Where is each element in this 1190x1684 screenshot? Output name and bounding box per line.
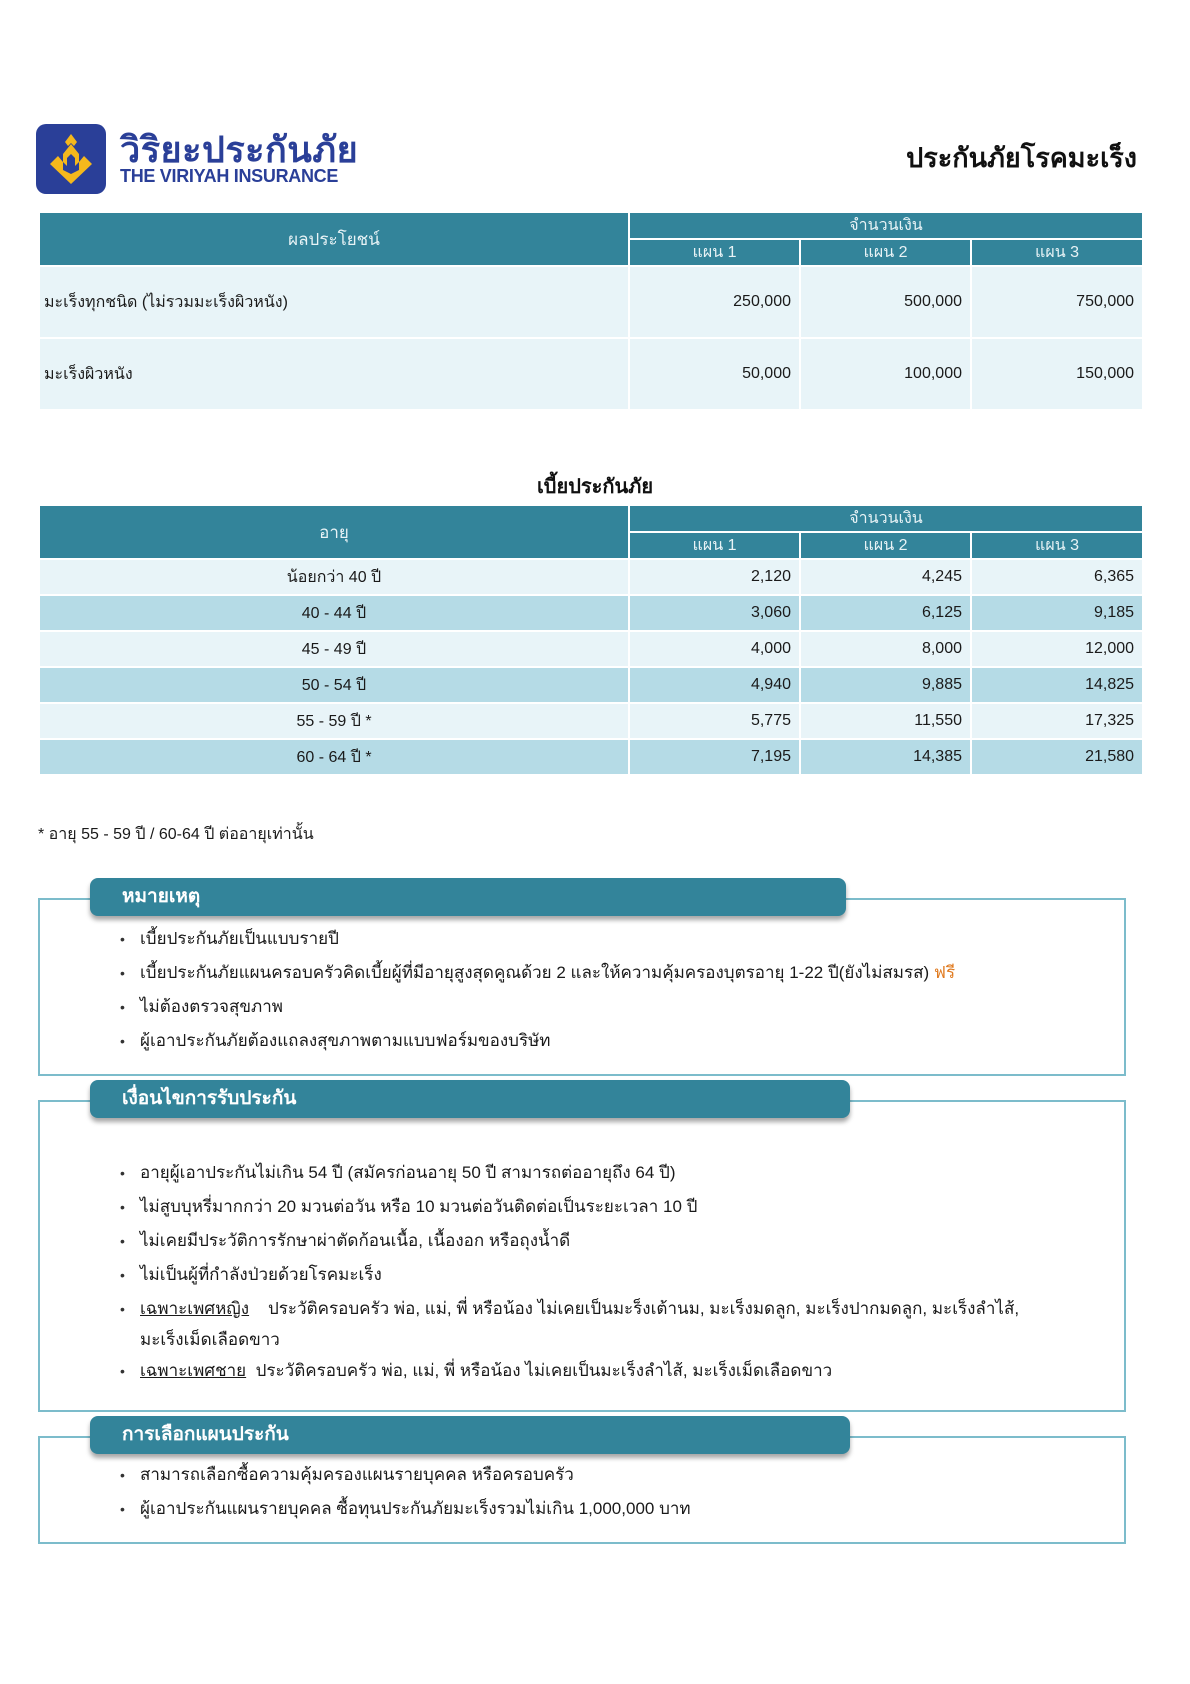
list-item: • ไม่เป็นผู้ที่กำลังป่วยด้วยโรคมะเร็ง: [120, 1258, 1019, 1292]
premium-value: 6,365: [971, 559, 1143, 595]
list-item: • ไม่เคยมีประวัติการรักษาผ่าตัดก้อนเนื้อ, เนื้องอก หรือถุงน้ำดี: [120, 1224, 1019, 1258]
plan-selection-title: การเลือกแผนประกัน: [90, 1416, 850, 1454]
table-row: [39, 559, 1143, 595]
plan-1-header: แผน 1: [629, 532, 800, 559]
premium-value: 14,825: [971, 667, 1143, 703]
premium-value: 14,385: [800, 739, 971, 775]
amount-column-header: จำนวนเงิน: [629, 212, 1143, 239]
benefit-value: 50,000: [629, 338, 800, 410]
conditions-list: [120, 1156, 1019, 1388]
premium-value: 12,000: [971, 631, 1143, 667]
premium-value: 4,940: [629, 667, 800, 703]
free-badge: ฟรี: [933, 963, 956, 982]
premium-value: 4,245: [800, 559, 971, 595]
age-range: 45 - 49 ปี: [39, 631, 629, 667]
conditions-title: เงื่อนไขการรับประกัน: [90, 1080, 850, 1118]
list-item: • ผู้เอาประกันแผนรายบุคคล ซื้อทุนประกันภัยมะเร็งรวมไม่เกิน 1,000,000 บาท: [120, 1492, 691, 1526]
benefit-label: มะเร็งทุกชนิด (ไม่รวมมะเร็งผิวหนัง): [39, 266, 629, 338]
premium-value: 8,000: [800, 631, 971, 667]
plan-3-header: แผน 3: [971, 239, 1143, 266]
premium-value: 11,550: [800, 703, 971, 739]
benefit-label: มะเร็งผิวหนัง: [39, 338, 629, 410]
premium-table: [38, 504, 1144, 776]
viriyah-emblem-icon: [36, 124, 106, 194]
table-row: [39, 667, 1143, 703]
benefit-value: 250,000: [629, 266, 800, 338]
premium-value: 4,000: [629, 631, 800, 667]
age-range: 55 - 59 ปี *: [39, 703, 629, 739]
table-row: [39, 631, 1143, 667]
list-item: • เบี้ยประกันภัยเป็นแบบรายปี: [120, 922, 955, 956]
plan-1-header: แผน 1: [629, 239, 800, 266]
male-only-label: เฉพาะเพศชาย: [140, 1361, 247, 1380]
table-row: [39, 595, 1143, 631]
age-range: 50 - 54 ปี: [39, 667, 629, 703]
age-range: 60 - 64 ปี *: [39, 739, 629, 775]
table-row: [39, 739, 1143, 775]
plan-2-header: แผน 2: [800, 532, 971, 559]
benefit-column-header: ผลประโยชน์: [39, 212, 629, 266]
plan-2-header: แผน 2: [800, 239, 971, 266]
table-row: [39, 266, 1143, 338]
premium-value: 17,325: [971, 703, 1143, 739]
list-item: • ผู้เอาประกันภัยต้องแถลงสุขภาพตามแบบฟอร์มของบริษัท: [120, 1024, 955, 1058]
company-logo: [36, 124, 358, 194]
premium-value: 9,885: [800, 667, 971, 703]
list-item: • เบี้ยประกันภัยแผนครอบครัวคิดเบี้ยผู้ที่มีอายุสูงสุดคูณด้วย 2 และให้ความคุ้มครองบุตรอายุ 1-22 ปี(ยังไม่สมรส) ฟรี: [120, 956, 955, 990]
plan-selection-list: [120, 1458, 691, 1526]
document-title: ประกันภัยโรคมะเร็ง: [906, 143, 1137, 173]
age-range: น้อยกว่า 40 ปี: [39, 559, 629, 595]
age-range: 40 - 44 ปี: [39, 595, 629, 631]
list-item: • สามารถเลือกซื้อความคุ้มครองแผนรายบุคคล หรือครอบครัว: [120, 1458, 691, 1492]
premium-heading: เบี้ยประกันภัย: [536, 476, 654, 498]
benefit-value: 100,000: [800, 338, 971, 410]
notes-title: หมายเหตุ: [90, 878, 846, 916]
benefit-table: [38, 211, 1144, 411]
list-item: • อายุผู้เอาประกันไม่เกิน 54 ปี (สมัครก่อนอายุ 50 ปี สามารถต่ออายุถึง 64 ปี): [120, 1156, 1019, 1190]
premium-value: 9,185: [971, 595, 1143, 631]
premium-value: 7,195: [629, 739, 800, 775]
list-item: • ไม่สูบบุหรี่มากกว่า 20 มวนต่อวัน หรือ 10 มวนต่อวันติดต่อเป็นระยะเวลา 10 ปี: [120, 1190, 1019, 1224]
benefit-value: 150,000: [971, 338, 1143, 410]
table-row: [39, 338, 1143, 410]
premium-value: 21,580: [971, 739, 1143, 775]
logo-thai-text: วิริยะประกันภัย: [120, 129, 359, 170]
benefit-value: 750,000: [971, 266, 1143, 338]
premium-value: 5,775: [629, 703, 800, 739]
age-column-header: อายุ: [39, 505, 629, 559]
list-item: • เฉพาะเพศชาย ประวัติครอบครัว พ่อ, แม่, พี่ หรือน้อง ไม่เคยเป็นมะเร็งลำไส้, มะเร็งเม็ดเลือดขาว: [120, 1354, 1019, 1388]
table-row: [39, 703, 1143, 739]
premium-value: 2,120: [629, 559, 800, 595]
list-item: • เฉพาะเพศหญิง ประวัติครอบครัว พ่อ, แม่, พี่ หรือน้อง ไม่เคยเป็นมะร็งเต้านม, มะเร็งมดลูก, มะเร็งปากมดลูก, มะเร็งลำไส้, มะเร็งเม็ดเลือดขาว: [120, 1292, 1019, 1354]
amount-column-header: จำนวนเงิน: [629, 505, 1143, 532]
list-item: • ไม่ต้องตรวจสุขภาพ: [120, 990, 955, 1024]
premium-value: 3,060: [629, 595, 800, 631]
benefit-value: 500,000: [800, 266, 971, 338]
logo-english-text: THE VIRIYAH INSURANCE: [120, 166, 339, 186]
female-only-label: เฉพาะเพศหญิง: [140, 1299, 250, 1318]
plan-3-header: แผน 3: [971, 532, 1143, 559]
premium-value: 6,125: [800, 595, 971, 631]
age-footnote: * อายุ 55 - 59 ปี / 60-64 ปี ต่ออายุเท่านั้น: [38, 826, 314, 843]
notes-list: [120, 922, 955, 1058]
